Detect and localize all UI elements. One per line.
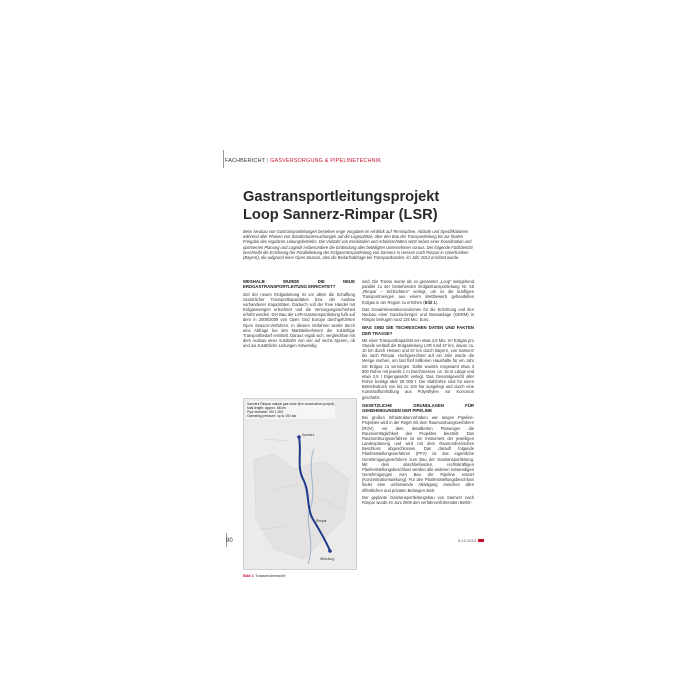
route-map	[243, 398, 357, 570]
route-start-marker	[297, 435, 301, 439]
right-p1-text: sind. Die Trasse wurde als so genannter „Loop“ weitgehend parallel zu der bestehenden Erdgastransportleitung Nr. 55 „Rimpar – Schlüchtern“ verlegt, um so die künftigen Transportmengen aus einem Wettbewerb gehandelten Erdgas in der Region zu erhöhen	[362, 279, 474, 305]
publisher-mark-icon	[478, 539, 484, 542]
left-column	[243, 279, 355, 350]
left-paragraph: Ziel der neuen Erdgasleitung ist vor allem die Schaffung zusätzlicher Transportkapazitäten bzw. der Ausbau vorhandener Kapazitäten. Dadurch soll der freie Handel mit Erdgasmengen erleichtert und die Versorgungssicherheit erhöht werden. Der Bau der LSR-Gastransportleitung fußt auf dem in 2008/2009 von Open Grid Europe durchgeführten Open Season-Verfahren. In diesem Verfahren wurde durch eine Abfrage bei den Marktteilnehmern der zukünftige Transportbedarf ermittelt. Daraus ergab sich, vergleichbar mit dem Ausbau einer Autobahn von vier auf sechs Spuren, ob und wo zusätzliche Leitungen notwendig	[243, 291, 355, 349]
article-intro: Beim Neubau von Gastransportleitungen bestehen enge Vorgaben im Hinblick auf Terminpläne, Abläufe und Spezifikationen während aller Phasen von Standortuntersuchungen auf die Lagerplätze, über den Bau der Transportleitung bis zur finalen Freigabe des regulären Leitungsbetriebs. Die Vielzahl von Kreisläufen und Arbeitsschritten setzt neben einer Koordination und optimierten Planung und Logistik insbesondere die Einbindung aller beteiligten Unternehmen voraus. Der folgende Fachbericht beschreibt die Errichtung der Parallelleitung der Erdgastransportleitung von Sannerz in Hessen nach Rimpar in Unterfranken (Bayern), die aufgrund einer Open Season, also die Bedarfsabfrage bei Transportkunden, im Jahr 2012 errichtet wurde.	[243, 229, 473, 261]
legend-line-3: Pipe diameter: DN 1,200	[247, 410, 284, 414]
caption-text: Trassenübersicht	[254, 573, 286, 578]
section-label: FACHBERICHT	[225, 158, 266, 164]
caption-label: Bild 1	[243, 573, 254, 578]
right-paragraph-1: sind. Die Trasse wurde als so genannter „Loop“ weitgehend parallel zu der bestehenden Erdgastransportleitung Nr. 55 „Rimpar – Schlüchtern“ verlegt, um so die künftigen Transportmengen aus einem Wettbewerb gehandelten Erdgas in der Region zu erhöhen (Bild 1).	[362, 279, 474, 305]
right-paragraph-5: Der geplante Gastransportleitungsbau von Sannerz nach Rimpar wurde im Juni 2009 den verfahrensführenden Behör-	[362, 494, 474, 505]
right-heading-3: GESETZLICHE GRUNDLAGEN FÜR GENEHMIGUNGEN DER PIPELINE	[362, 402, 474, 414]
map-label-rimpar: Rimpar	[316, 519, 327, 523]
map-legend	[246, 401, 335, 419]
page-number: 90	[226, 538, 233, 544]
title-line-1: Gastransportleitungsprojekt	[243, 189, 440, 205]
article-title	[243, 188, 439, 224]
issue-info	[458, 538, 484, 543]
header-separator: |	[266, 158, 269, 164]
right-paragraph-3: Mit einer Transportkapazität von etwa 3,5 Mio. m³ Erdgas pro Stunde verläuft die Erdgasleitung LSR rund 67 km, davon ca. 10 km durch Hessen und 57 km durch Bayern, von Sannerz bis nach Rimpar. Hochgerechnet auf ein Jahr würde die Menge reichen, um fast fünf Millionen Haushalte für ein Jahr mit Erdgas zu versorgen. Dafür wurden insgesamt etwa 3 800 Rohre mit jeweils 1 m Durchmesser, ca. 18 m Länge und etwa 2,5 t Eigengewicht verlegt. Das Gesamtgewicht aller Rohre beträgt über 28 000 t. Die Stahlrohre sind für einen Betriebsdruck von bis zu 100 bar ausgelegt und durch eine Kunststoffumhüllung aus Polyethylen vor Korrosion geschützt.	[362, 337, 474, 400]
map-label-sannerz: Sannerz	[302, 433, 315, 437]
title-line-2: Loop Sannerz-Rimpar (LSR)	[243, 207, 438, 223]
issue-text: 9-10 2013	[458, 538, 477, 543]
header-divider	[223, 150, 224, 168]
route-map-graphic	[244, 399, 356, 569]
legend-line-2: total length: approx. 68 km	[247, 406, 286, 410]
map-label-wuerzburg: Würzburg	[320, 557, 335, 561]
category-label: GASVERSORGUNG & PIPELINETECHNIK	[270, 158, 382, 164]
legend-line-4: Operating pressure: up to 100 bar	[247, 414, 297, 418]
figure-caption	[243, 573, 285, 578]
right-column	[362, 279, 474, 507]
right-paragraph-2: Das Gesamtinvestitionsvolumen für die Errichtung und den Neubau einer Gasdruckregel- und Messanlage (GDRM) in Rimpar betrugen rund 125 Mio. Euro.	[362, 306, 474, 323]
right-heading-2: WAS SIND DIE TECHNISCHEN DATEN UND FAKTEN DER TRASSE?	[362, 325, 474, 336]
route-end-marker	[328, 549, 332, 553]
right-paragraph-4: Bei großen Infrastrukturvorhaben wie langen Pipeline-Projekten wird in der Regel mit dem Raumordnungsverfahren (ROV) vor dem detaillierten Planungen die Raumverträglichkeit des Projektes beurteilt. Das Raumordnungsverfahren ist ein Instrument der jeweiligen Landesplanung und wird mit dem Raumordnerischen Beschluss abgeschlossen. Das daraufl folgende Planfeststellungsverfahren (PFV) ist das eigentliche Genehmigungsverfahren zum Bau der Gastransportleitung. Mit dem abschließenden, rechtskräftigen Planfeststellungsbeschluss werden alle anderen notwendigen Genehmigungen zum Bau der Pipeline ersetzt (Konzentrationswirkung). Für den Planfeststellungsbeschluss findet eine umfassende Abwägung zwischen allen öffentlichen und privaten Belangen statt.	[362, 415, 474, 493]
legend-line-1: Sannerz-Rimpar natural gas route (line construction project)	[247, 402, 335, 406]
section-header	[225, 158, 381, 164]
right-p1-ref: Bild 1	[424, 299, 436, 305]
left-heading: WESHALB WURDE DIE NEUE ERDGASTRANSPORTLEITUNG ERRICHTET?	[243, 279, 355, 290]
